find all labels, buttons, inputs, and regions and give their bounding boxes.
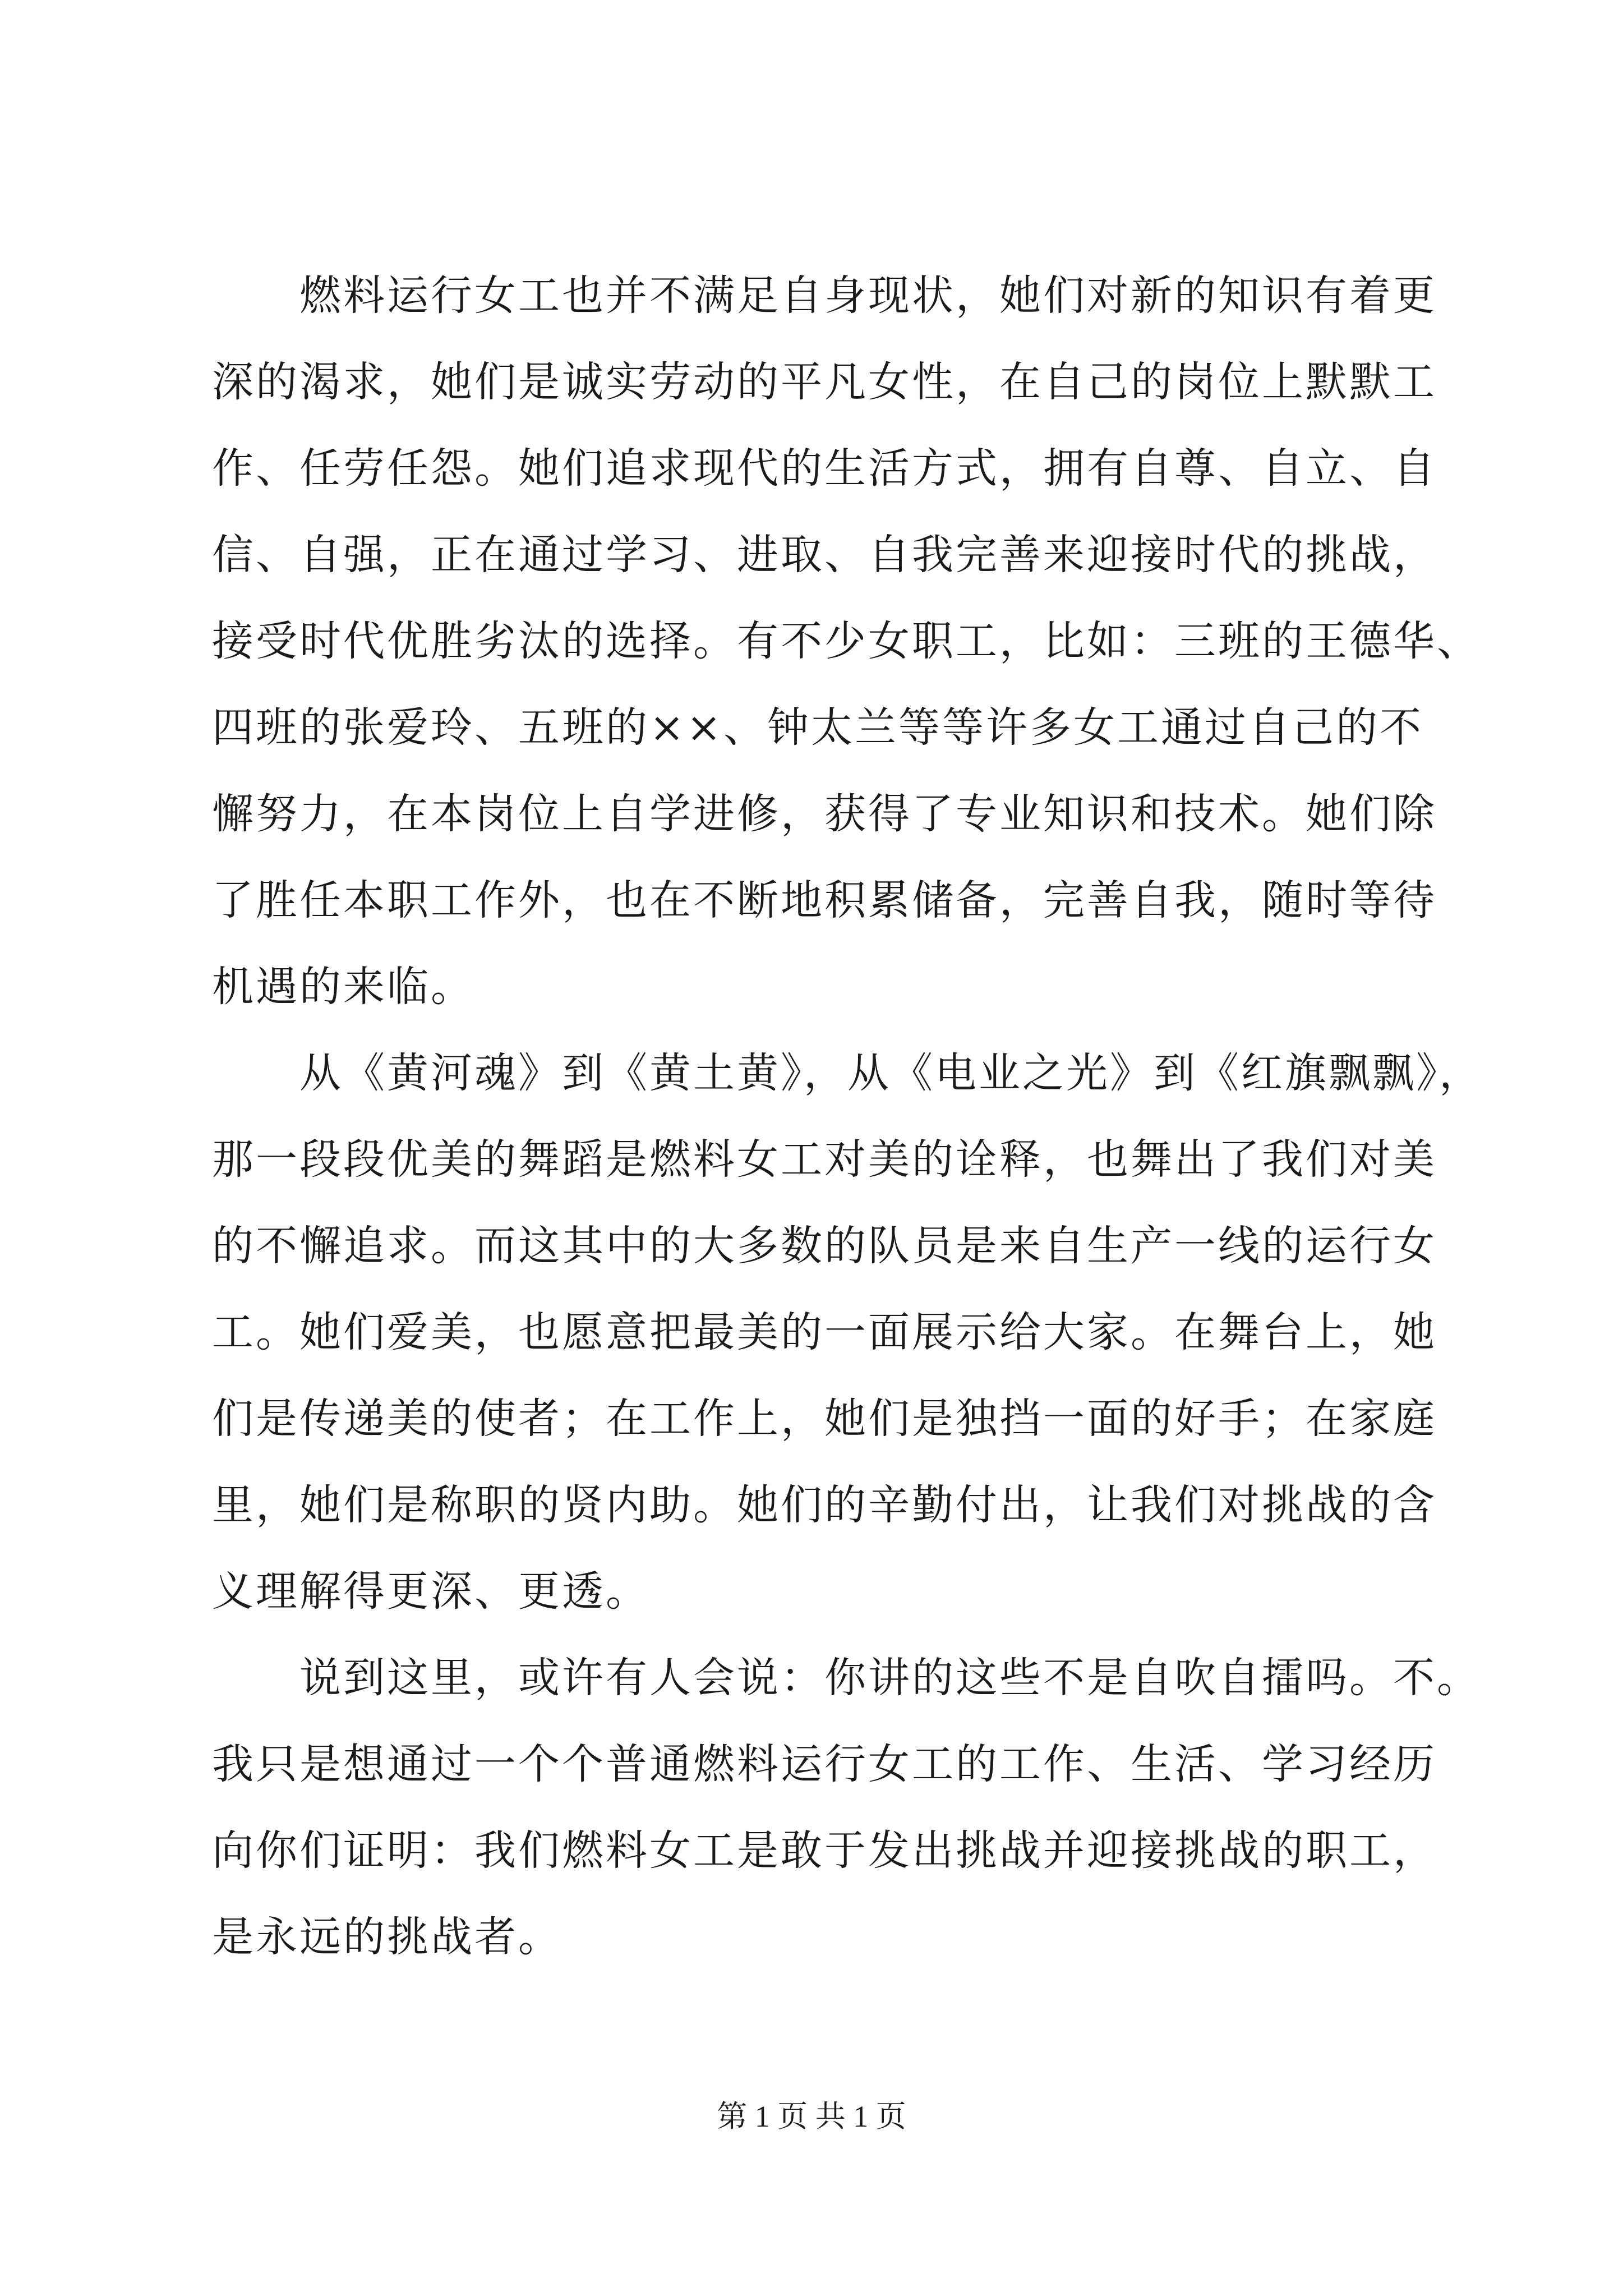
text-line: 从《黄河魂》到《黄土黄》，从《电业之光》到《红旗飘飘》， (299, 1049, 1483, 1097)
text-line: 义理解得更深、更透。 (212, 1567, 649, 1616)
text-line: 是永远的挑战者。 (212, 1913, 562, 1961)
text-line: 说到这里，或许有人会说：你讲的这些不是自吹自擂吗。不。 (299, 1654, 1481, 1702)
text-line: 四班的张爱玲、五班的××、钟太兰等等许多女工通过自己的不 (212, 703, 1424, 752)
text-line: 向你们证明：我们燃料女工是敢于发出挑战并迎接挑战的职工， (212, 1826, 1437, 1875)
paragraph-2 (212, 1030, 1483, 1635)
text-line: 机遇的来临。 (212, 963, 474, 1011)
text-line: 了胜任本职工作外，也在不断地积累储备，完善自我，随时等待 (212, 876, 1437, 924)
text-line: 工。她们爱美，也愿意把最美的一面展示给大家。在舞台上，她 (212, 1308, 1437, 1356)
text-line: 接受时代优胜劣汰的选择。有不少女职工，比如：三班的王德华、 (212, 617, 1481, 665)
text-line: 那一段段优美的舞蹈是燃料女工对美的诠释，也舞出了我们对美 (212, 1135, 1437, 1184)
document-body (212, 252, 1483, 1980)
text-line: 们是传递美的使者；在工作上，她们是独挡一面的好手；在家庭 (212, 1395, 1437, 1443)
text-line: 作、任劳任怨。她们追求现代的生活方式，拥有自尊、自立、自 (212, 444, 1437, 493)
text-line: 我只是想通过一个个普通燃料运行女工的工作、生活、学习经历 (212, 1740, 1437, 1788)
text-line: 里，她们是称职的贤内助。她们的辛勤付出，让我们对挑战的含 (212, 1481, 1437, 1529)
text-line: 信、自强，正在通过学习、进取、自我完善来迎接时代的挑战， (212, 531, 1437, 579)
paragraph-3 (212, 1635, 1481, 1980)
text-line: 懈努力，在本岗位上自学进修，获得了专业知识和技术。她们除 (212, 790, 1437, 838)
text-line: 燃料运行女工也并不满足自身现状，她们对新的知识有着更 (299, 272, 1437, 320)
text-line: 的不懈追求。而这其中的大多数的队员是来自生产一线的运行女 (212, 1222, 1437, 1270)
page-number-footer: 第 1 页 共 1 页 (717, 2100, 906, 2133)
paragraph-1 (212, 252, 1481, 1030)
text-line: 深的渴求，她们是诚实劳动的平凡女性，在自己的岗位上默默工 (212, 358, 1437, 406)
